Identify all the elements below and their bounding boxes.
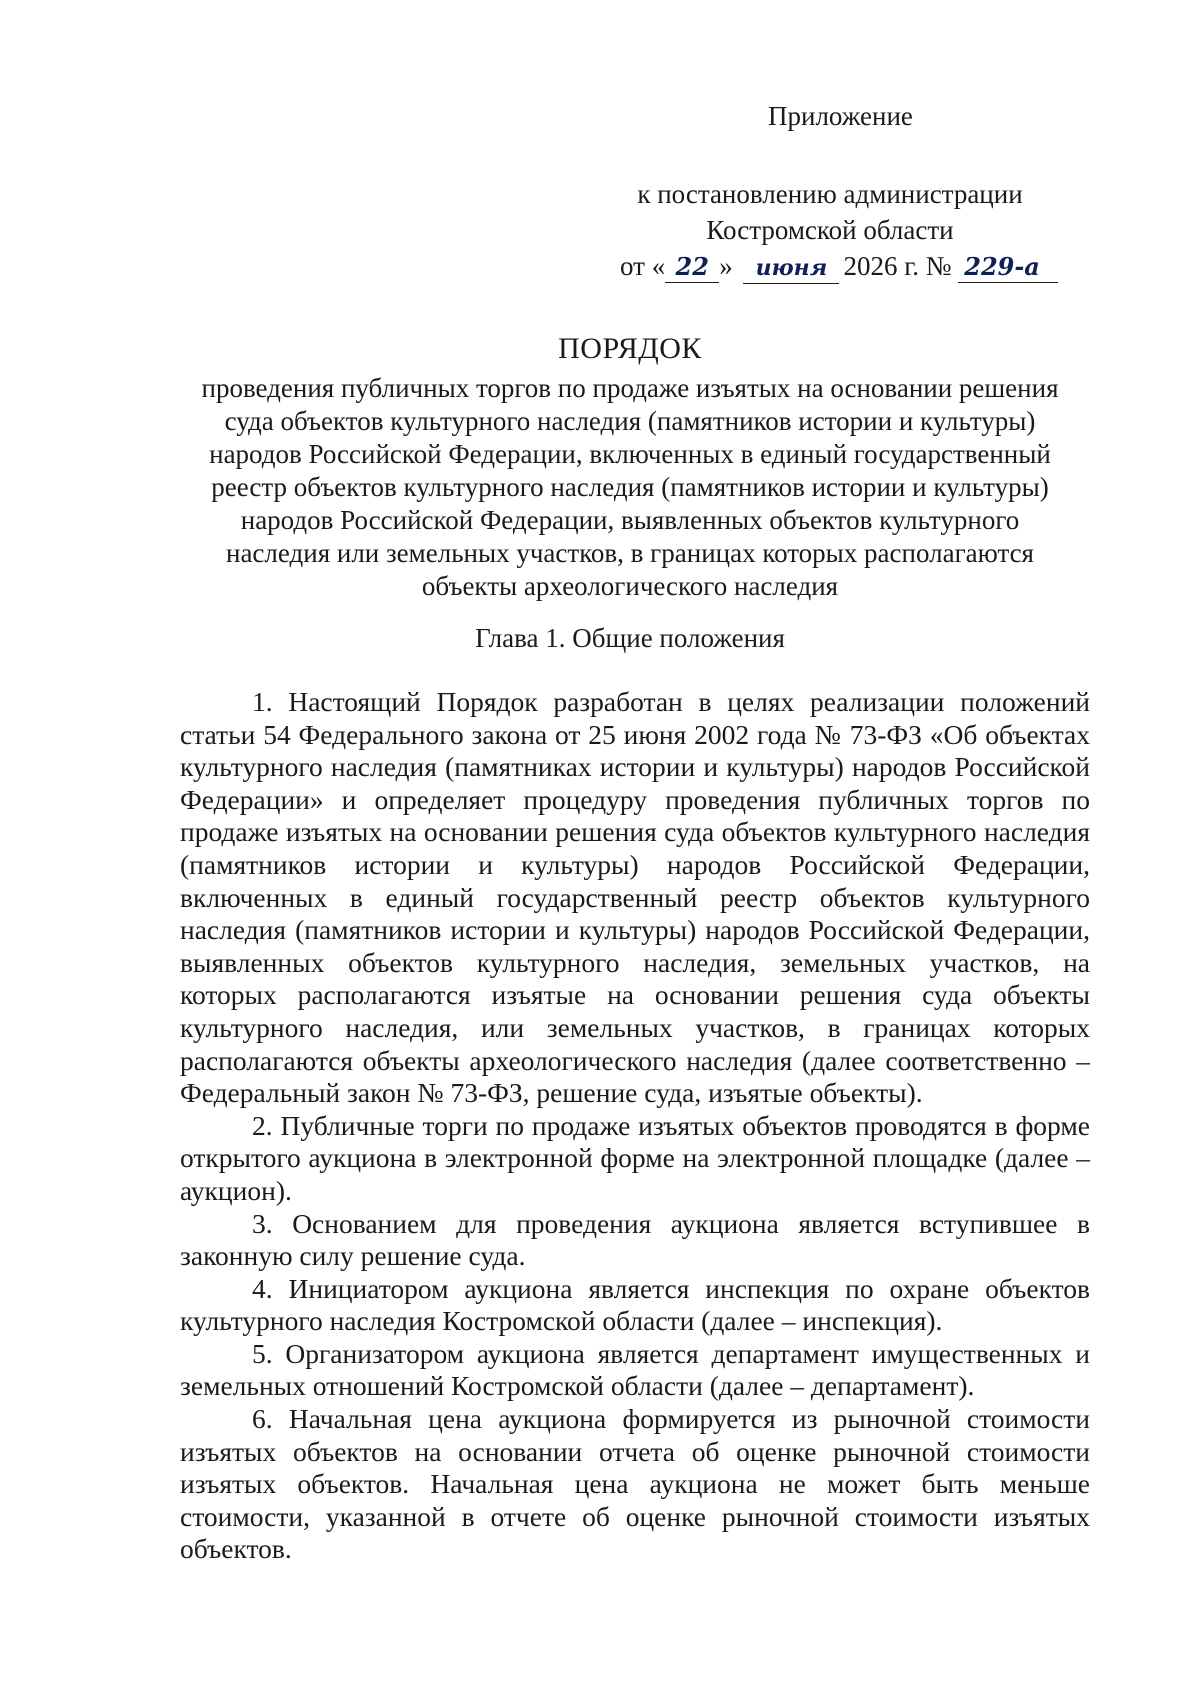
paragraph-1: 1. Настоящий Порядок разработан в целях реализации положений статьи 54 Федерального закона от 25 июня 2002 года № 73-ФЗ «Об объектах культурного наследия (памятниках истории и культуры) народов Российской Федерации» и определяет процедуру проведения публичных торгов по продаже изъятых на основании решения суда объектов культурного наследия (памятников истории и культуры) народов Российской Федерации, включенных в единый государственный реестр объектов культурного наследия (памятников истории и культуры) народов Российской Федерации, выявленных объектов культурного наследия, земельных участков, на которых располагаются изъятые на основании решения суда объекты культурного наследия, или земельных участков, в границах которых располагаются объекты археологического наследия (далее соответственно – Федеральный закон № 73-ФЗ, решение суда, изъятые объекты). (180, 686, 1090, 1109)
chapter-heading: Глава 1. Общие положения (475, 623, 785, 653)
subtitle-line: проведения публичных торгов по продаже изъятых на основании решения (201, 373, 1059, 403)
document-body (180, 686, 1090, 1566)
subtitle-line: народов Российской Федерации, выявленных объектов культурного (240, 505, 1020, 535)
resolution-line-1: к постановлению администрации (637, 179, 1023, 209)
document-title-block (150, 330, 1110, 603)
resolution-reference (620, 176, 1040, 284)
subtitle-line: реестр объектов культурного наследия (памятников истории и культуры) (211, 472, 1049, 502)
paragraph-6: 6. Начальная цена аукциона формируется из рыночной стоимости изъятых объектов на основании отчета об оценке рыночной стоимости изъятых объектов. Начальная цена аукциона не может быть меньше стоимости, указанной в отчете об оценке рыночной стоимости изъятых объектов. (180, 1403, 1090, 1565)
handwritten-month: июня (743, 253, 839, 284)
handwritten-day: 22 (665, 252, 719, 283)
appendix-label: Приложение (768, 101, 913, 131)
date-year: 2026 г. № (843, 251, 952, 281)
resolution-line-2: Костромской области (706, 215, 954, 245)
handwritten-doc-number: 229-а (958, 252, 1058, 283)
document-title: ПОРЯДОК (558, 332, 702, 365)
paragraph-3: 3. Основанием для проведения аукциона является вступившее в законную силу решение суда. (180, 1207, 1090, 1272)
subtitle-line: народов Российской Федерации, включенных в единый государственный (209, 439, 1051, 469)
paragraph-2: 2. Публичные торги по продаже изъятых объектов проводятся в форме открытого аукциона в электронной форме на электронной площадке (далее – аукцион). (180, 1109, 1090, 1206)
subtitle-line: объекты археологического наследия (421, 571, 839, 601)
document-subtitle (150, 372, 1110, 603)
paragraph-5: 5. Организатором аукциона является департамент имущественных и земельных отношений Костромской области (далее – департамент). (180, 1337, 1090, 1402)
date-prefix: от « (620, 251, 666, 281)
subtitle-line: суда объектов культурного наследия (памятников истории и культуры) (224, 406, 1036, 436)
date-mid: » (719, 251, 733, 281)
subtitle-line: наследия или земельных участков, в границах которых располагаются (226, 538, 1034, 568)
paragraph-4: 4. Инициатором аукциона является инспекция по охране объектов культурного наследия Костромской области (далее – инспекция). (180, 1272, 1090, 1337)
resolution-date-line (620, 248, 1040, 284)
